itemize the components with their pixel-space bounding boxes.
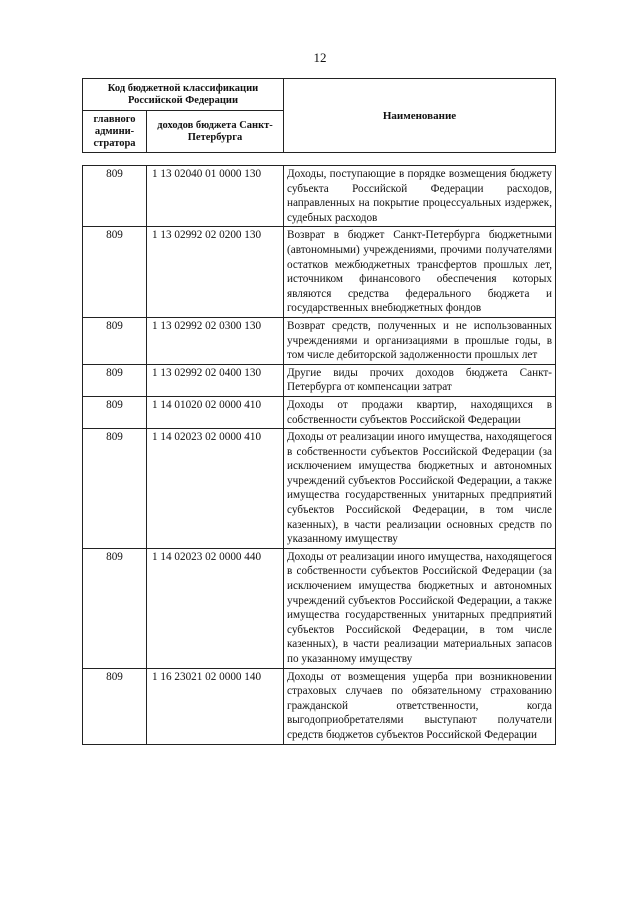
table-header xyxy=(82,78,556,153)
page-number: 12 xyxy=(313,50,327,65)
table-row xyxy=(83,429,556,549)
admin-cell: 809 xyxy=(83,548,147,668)
header-income: доходов бюджета Санкт-Петербурга xyxy=(147,111,284,153)
name-cell: Доходы от продажи квартир, находящихся в собственности субъектов Российской Федерации xyxy=(284,396,556,428)
header-group-title: Код бюджетной классификации Российской Федерации xyxy=(83,79,284,111)
name-cell: Возврат в бюджет Санкт-Петербурга бюджетными (автономными) учреждениями, прочими получателями остатков межбюджетных трансфертов прошлых лет, источником финансового обеспечения которых являются средства федерального бюджета и государственных внебюджетных фондов xyxy=(284,227,556,318)
name-cell: Доходы от реализации иного имущества, находящегося в собственности субъектов Российской Федерации (за исключением имущества бюджетных и автономных учреждений субъектов Российской Федерации, а также имущества государственных унитарных предприятий субъектов Российской Федерации, в том числе казенных), в части реализации материальных запасов по указанному имуществу xyxy=(284,548,556,668)
admin-cell: 809 xyxy=(83,429,147,549)
admin-cell: 809 xyxy=(83,668,147,744)
table-row xyxy=(83,364,556,396)
admin-cell: 809 xyxy=(83,227,147,318)
table-row xyxy=(83,317,556,364)
table-row xyxy=(83,548,556,668)
admin-cell: 809 xyxy=(83,166,147,227)
header-admin: главного админи-стратора xyxy=(83,111,147,153)
code-cell: 1 16 23021 02 0000 140 xyxy=(147,668,284,744)
table-row xyxy=(83,166,556,227)
admin-cell: 809 xyxy=(83,317,147,364)
header-name: Наименование xyxy=(284,79,556,153)
admin-cell: 809 xyxy=(83,396,147,428)
name-cell: Доходы от возмещения ущерба при возникновении страховых случаев по обязательному страхованию гражданской ответственности, когда выгодоприобретателями выступают получатели средств бюджетов субъектов Российской Федерации xyxy=(284,668,556,744)
code-cell: 1 13 02992 02 0200 130 xyxy=(147,227,284,318)
codes-table xyxy=(82,165,556,745)
code-cell: 1 13 02992 02 0300 130 xyxy=(147,317,284,364)
code-cell: 1 14 01020 02 0000 410 xyxy=(147,396,284,428)
admin-cell: 809 xyxy=(83,364,147,396)
code-cell: 1 13 02040 01 0000 130 xyxy=(147,166,284,227)
table-row xyxy=(83,227,556,318)
name-cell: Доходы от реализации иного имущества, находящегося в собственности субъектов Российской Федерации (за исключением имущества бюджетных и автономных учреждений субъектов Российской Федерации, а также имущества государственных унитарных предприятий субъектов Российской Федерации, в том числе казенных), в части реализации основных средств по указанному имуществу xyxy=(284,429,556,549)
name-cell: Другие виды прочих доходов бюджета Санкт-Петербурга от компенсации затрат xyxy=(284,364,556,396)
code-cell: 1 14 02023 02 0000 410 xyxy=(147,429,284,549)
table-row xyxy=(83,396,556,428)
code-cell: 1 13 02992 02 0400 130 xyxy=(147,364,284,396)
code-cell: 1 14 02023 02 0000 440 xyxy=(147,548,284,668)
name-cell: Возврат средств, полученных и не использованных учреждениями и организациями в прошлые годы, в том числе дебиторской задолженности прошлых лет xyxy=(284,317,556,364)
table-row xyxy=(83,668,556,744)
name-cell: Доходы, поступающие в порядке возмещения бюджету субъекта Российской Федерации расходов, направленных на покрытие процессуальных издержек, судебных расходов xyxy=(284,166,556,227)
